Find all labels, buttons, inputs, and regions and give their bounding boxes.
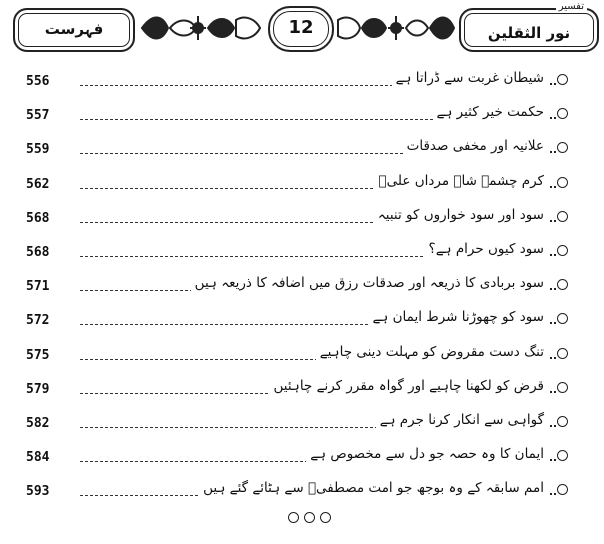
toc-page-number: 593 — [26, 484, 50, 500]
bullet-icon — [550, 177, 568, 189]
toc-page-number: 575 — [26, 347, 50, 363]
bullet-icon — [550, 211, 568, 223]
bullet-icon — [550, 142, 568, 154]
toc-entry — [26, 138, 568, 166]
toc-entry — [26, 241, 568, 269]
toc-page-number: 568 — [26, 210, 50, 226]
toc-entry — [26, 173, 568, 201]
toc-page-number: 582 — [26, 416, 50, 431]
toc-title: شیطان غربت سے ڈراتا ہے — [392, 70, 546, 86]
bullet-icon — [550, 108, 568, 120]
footer-circle — [288, 512, 299, 523]
toc-title: تنگ دست مقروض کو مہلت دینی چاہیے — [316, 344, 546, 360]
toc-title: قرض کو لکھنا چاہیے اور گواہ مقرر کرنے چاہئیں — [269, 378, 546, 394]
bullet-icon — [550, 484, 568, 496]
book-title-frame — [459, 1, 599, 52]
toc-entry — [26, 412, 568, 440]
toc-title: حکمت خیر کثیر ہے — [433, 104, 546, 120]
toc-page-number: 559 — [26, 142, 50, 158]
bullet-icon — [550, 279, 568, 291]
toc-entry — [26, 309, 568, 337]
toc-title: امم سابقہ کے وہ بوجھ جو امت مصطفیؐ سے ہٹائے گئے ہیں — [199, 480, 546, 496]
page-header — [0, 0, 604, 62]
toc-title: سود کو چھوڑنا شرط ایمان ہے — [369, 309, 547, 325]
ornament-left — [138, 10, 264, 46]
toc-entry — [26, 480, 568, 508]
footer-circle — [320, 512, 331, 523]
bullet-icon — [550, 450, 568, 462]
footer-circle — [304, 512, 315, 523]
toc-entry — [26, 446, 568, 474]
toc-title: ایمان کا وہ حصہ جو دل سے مخصوص ہے — [306, 446, 546, 462]
page-number: 12 — [288, 17, 314, 38]
toc-entry — [26, 378, 568, 406]
toc-title: کرم چشمہ شاہ مرداں علیؑ — [375, 173, 546, 189]
footer-ornament — [288, 512, 332, 526]
toc-title: علانیہ اور مخفی صدقات — [403, 138, 546, 154]
toc-title: سود بربادی کا ذریعہ اور صدقات رزق میں اضافہ کا ذریعہ ہیں — [191, 275, 546, 291]
toc-entry — [26, 344, 568, 372]
toc-page-number: 557 — [26, 108, 50, 124]
page-number-frame — [268, 6, 334, 52]
toc-entry — [26, 70, 568, 98]
toc-page-number: 579 — [26, 381, 50, 397]
toc-title: سود کیوں حرام ہے؟ — [425, 241, 546, 257]
bullet-icon — [550, 74, 568, 86]
bullet-icon — [550, 245, 568, 257]
toc-page-number: 571 — [26, 279, 50, 295]
bullet-icon — [550, 348, 568, 360]
bullet-icon — [550, 416, 568, 428]
bullet-icon — [550, 382, 568, 394]
toc-entry — [26, 207, 568, 235]
toc-page-number: 584 — [26, 450, 50, 466]
toc-entry — [26, 104, 568, 132]
toc-title: گواہی سے انکار کرنا جرم ہے — [376, 412, 546, 428]
ornament-right — [334, 10, 456, 46]
toc-page-number: 556 — [26, 74, 50, 89]
bullet-icon — [550, 313, 568, 325]
book-title: نور الثقلین — [487, 24, 571, 42]
toc-title: سود اور سود خواروں کو تنبیہ — [374, 207, 546, 223]
toc-page-number: 562 — [26, 176, 50, 192]
toc-entry — [26, 275, 568, 303]
toc-page-number: 568 — [26, 245, 50, 260]
toc-page-number: 572 — [26, 313, 50, 329]
index-label-frame — [13, 8, 135, 52]
index-label: فہرست — [44, 20, 104, 38]
book-subtitle: تفسیر — [556, 1, 587, 12]
